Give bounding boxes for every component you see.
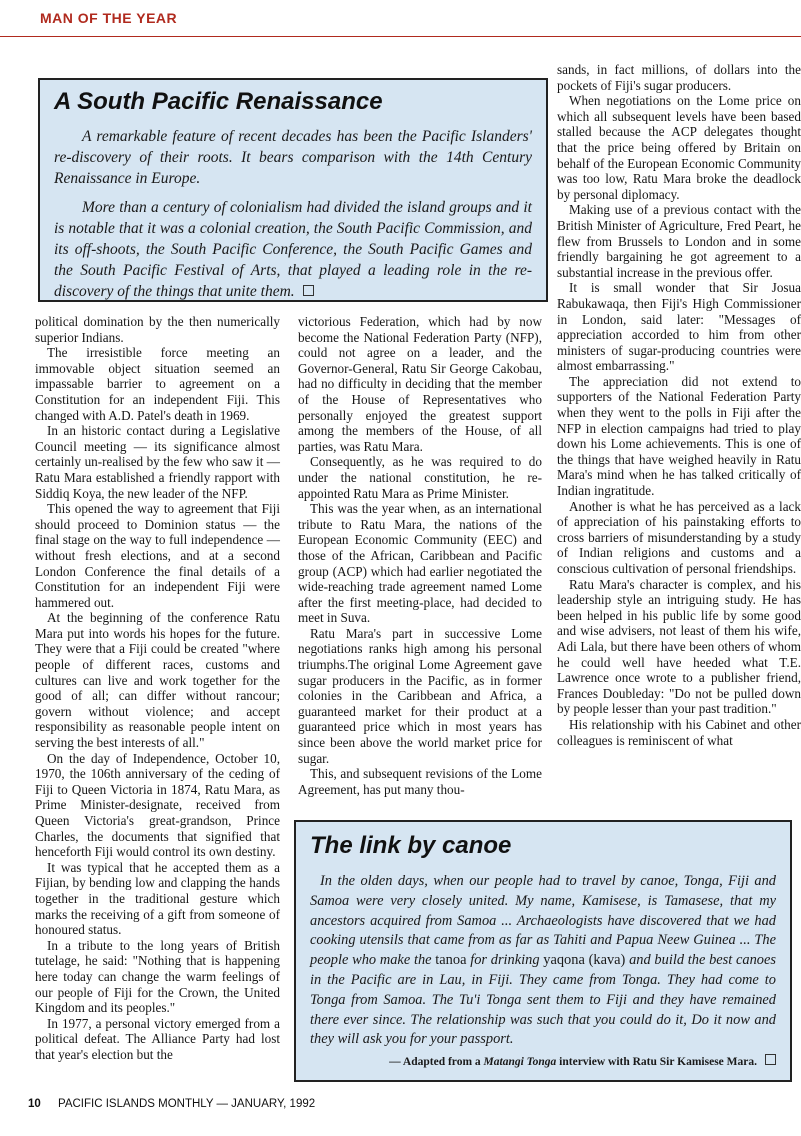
renaissance-title: A South Pacific Renaissance bbox=[54, 88, 383, 115]
header-rule bbox=[0, 36, 801, 37]
credit-text: — Adapted from a bbox=[389, 1056, 484, 1069]
article-column-1 bbox=[35, 314, 280, 1063]
article-paragraph: His relationship with his Cabinet and other colleagues is reminiscent of what bbox=[557, 716, 801, 748]
canoe-sidebar bbox=[294, 820, 792, 1082]
article-paragraph: The irresistible force meeting an immovable object situation seemed an impassable barrier to agreement on a Constitution for an independent Fiji. This changed with A.D. Patel's death in 1969. bbox=[35, 345, 280, 423]
article-paragraph: In an historic contact during a Legislative Council meeting — its significance almost certainly un-realised by the few who saw it — Ratu Mara established a friendly rapport with Siddiq Koya, the new leader of the NFP. bbox=[35, 423, 280, 501]
article-paragraph: It is small wonder that Sir Josua Rabukawaqa, then Fiji's High Commissioner in London, said later: "Messages of appreciation accorded to him from other ministers of sugar-producing countries were almost embarrassing." bbox=[557, 280, 801, 374]
article-paragraph: Consequently, as he was required to do under the national constitution, he re-appointed Ratu Mara as Prime Minister. bbox=[298, 454, 542, 501]
term-yaqona: yaqona bbox=[543, 952, 585, 969]
article-paragraph: It was typical that he accepted them as a Fijian, by bending low and clapping the hands together in the traditional gesture which marks the receiving of a gift from someone of honoured status. bbox=[35, 859, 280, 938]
article-paragraph: This was the year when, as an international tribute to Ratu Mara, the nations of the European Economic Community (EEC) and those of the African, Caribbean and Pacific group (ACP) which had earlier negotiated the wide-reaching trade agreement named Lome after the first meeting-place, had decided to meet in Suva. bbox=[298, 501, 542, 626]
canoe-title: The link by canoe bbox=[310, 832, 512, 859]
renaissance-paragraph-text: More than a century of colonialism had divided the island groups and it is notable that it was a colonial creation, the South Pacific Commission, and its off-shoots, the South Pacific Conference, the South Pacific Games and the South Pacific Festival of Arts, that played a leading role in the re-discovery of the things that unite them. bbox=[54, 199, 532, 300]
article-paragraph: On the day of Independence, October 10, 1970, the 106th anniversary of the ceding of Fiji to Queen Victoria in 1874, Ratu Mara, as Prime Minister-designate, received from Queen Victoria's great-grandson, Prince Charles, the documents that signified that henceforth Fiji would control its own destiny. bbox=[35, 750, 280, 860]
article-paragraph: When negotiations on the Lome price on which all subsequent levels have been based stalled because the ACP delegates thought that the price being offered by Britain on behalf of the European Economic Community was too low, Ratu Mara broke the deadlock by personal diplomacy. bbox=[557, 93, 801, 202]
article-paragraph: Ratu Mara's part in successive Lome negotiations ranks high among his personal triumphs.The original Lome Agreement gave sugar producers in the Pacific, as in former colonies in the Caribbean and Africa, a guaranteed market for their product at a guaranteed price which in most years has since been above the world market price for sugar. bbox=[298, 625, 542, 766]
credit-source: Matangi Tonga bbox=[483, 1056, 557, 1069]
end-mark-icon bbox=[765, 1054, 776, 1065]
article-paragraph: sands, in fact millions, of dollars into the pockets of Fiji's sugar producers. bbox=[557, 62, 801, 93]
article-paragraph: This opened the way to agreement that Fiji should proceed to Dominion status — the final stage on the way to full independence — without fresh elections, and at a second London Conference the final details of a Constitution for an independent Fiji were hammered out. bbox=[35, 501, 280, 610]
article-paragraph: Making use of a previous contact with the British Minister of Agriculture, Fred Peart, he flew from Brussels to London and in some friendly bargaining he got agreement to a substantial increase in the previous offer. bbox=[557, 202, 801, 280]
end-mark-icon bbox=[303, 285, 314, 296]
article-paragraph: This, and subsequent revisions of the Lome Agreement, has put many thou- bbox=[298, 766, 542, 797]
article-paragraph: Ratu Mara's character is complex, and his leadership style an intriguing study. He has been helped in his public life by some good and wise advisers, not least of them his wife, Adi Lala, but there have been others of whom he could well have heeded what T.E. Lawrence once wrote to a publisher friend, Frances Doubleday: "Do not be pulled down by people lesser than your past tradition." bbox=[557, 576, 801, 717]
renaissance-sidebar bbox=[38, 78, 548, 302]
article-paragraph: In 1977, a personal victory emerged from a political defeat. The Alliance Party had lost that year's election but the bbox=[35, 1015, 280, 1062]
canoe-credit bbox=[310, 1054, 776, 1069]
article-paragraph: At the beginning of the conference Ratu Mara put into words his hopes for the future. They were that a Fiji could be created "where people of different races, customs and cultures can live and work together for the good of all; can differ without rancour; govern without violence; and accept responsibility as reasonable people intent on serving the best interests of all." bbox=[35, 610, 280, 751]
renaissance-paragraph: A remarkable feature of recent decades has been the Pacific Islanders' re-discovery of their roots. It bears comparison with the 14th Century Renaissance in Europe. bbox=[54, 128, 532, 187]
article-paragraph: The appreciation did not extend to supporters of the National Federation Party when they went to the polls in Fiji after the NFP in election campaigns had tried to play down his Lome achievements. This is one of the things that have weighed heavily in Ratu Mara's mind when he has talked critically of Indian ingratitude. bbox=[557, 373, 801, 499]
article-column-2 bbox=[298, 314, 542, 797]
article-paragraph: In a tribute to the long years of British tutelage, he said: "Nothing that is happening here today can change the warm feelings of our people of Fiji for the Crown, the United Kingdom and its peoples." bbox=[35, 937, 280, 1016]
canoe-quote-text: In the olden days, when our people had to travel by canoe, Tonga, Fiji and Samoa were very closely united. My name, Kamisese, is Tamasese, that my ancestors acquired from Samoa ... Archaeologists have discovered that we had cooking utensils that came from as far as Tahiti and Papua Neew Guinea ... The people who make the bbox=[310, 873, 776, 969]
publication-line: PACIFIC ISLANDS MONTHLY — JANUARY, 1992 bbox=[58, 1098, 316, 1110]
canoe-quote-text: and build the best canoes in the Pacific are in Lau, in Fiji. They came from Tonga. They had come to Tonga from Samoa. The Tu'i Tonga sent them to Fiji and they have remained there ever since. The relationship was such that you could do it, Do it now and they will ask you for your passport. bbox=[310, 952, 776, 1048]
term-kava: (kava) bbox=[588, 952, 626, 969]
page-number: 10 bbox=[28, 1098, 41, 1110]
article-paragraph: Another is what he has perceived as a lack of appreciation of his painstaking efforts to cross barriers of misunderstanding by a study of Indian religions and customs and a conscious cultivation of personal friendships. bbox=[557, 498, 801, 576]
section-header: MAN OF THE YEAR bbox=[40, 10, 178, 26]
term-tanoa: tanoa bbox=[435, 952, 467, 969]
canoe-quote-text: for drinking bbox=[466, 952, 544, 969]
renaissance-paragraph bbox=[54, 197, 532, 302]
page-footer bbox=[28, 1098, 315, 1110]
article-paragraph: victorious Federation, which had by now become the National Federation Party (NFP), could not agree on a leader, and the Governor-General, Ratu Sir George Cakobau, had no difficulty in deciding that the member of the House of Representatives who personally enjoyed the greatest support among the members of the House, of all parties, was Ratu Mara. bbox=[298, 314, 542, 454]
article-column-3 bbox=[557, 62, 801, 748]
credit-text: interview with Ratu Sir Kamisese Mara. bbox=[556, 1056, 757, 1069]
canoe-quote bbox=[310, 872, 776, 1050]
article-paragraph: political domination by the then numerically superior Indians. bbox=[35, 314, 280, 345]
